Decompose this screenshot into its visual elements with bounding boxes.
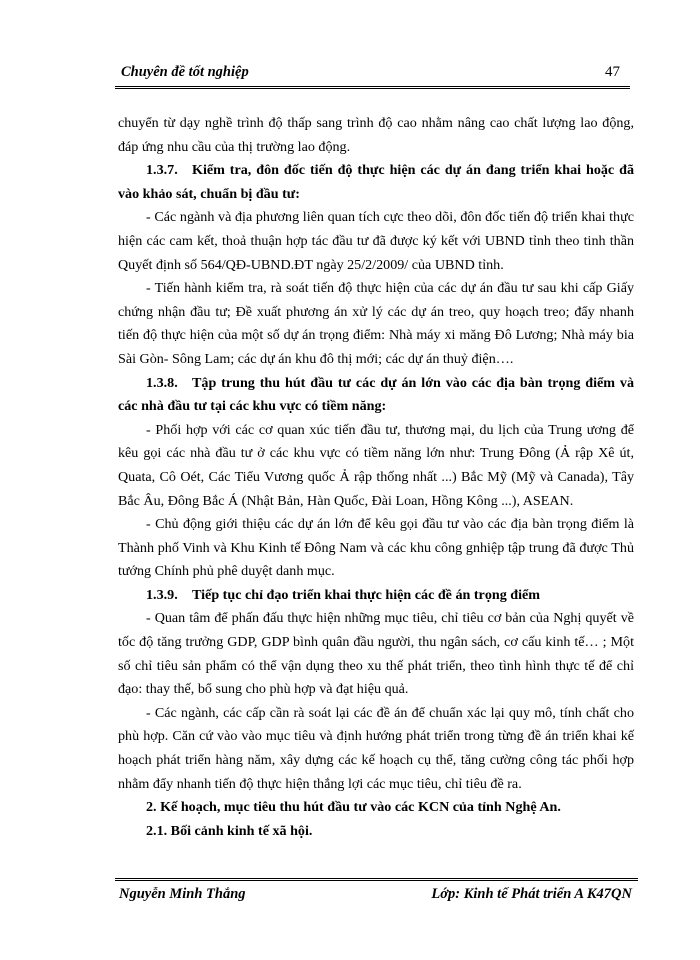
page-number: 47 [605,64,620,80]
section-title: Tiếp tục chỉ đạo triển khai thực hiện các đề án trọng điểm [192,586,541,603]
section-number: 1.3.8. [146,374,178,391]
paragraph: chuyển từ dạy nghề trình độ thấp sang trình độ cao nhằm nâng cao chất lượng lao động, đáp ứng nhu cầu của thị trường lao động. [118,115,634,155]
footer-class-info: Lớp: Kinh tế Phát triển A K47QN [431,886,632,902]
section-number: 1.3.9. [146,586,178,603]
paragraph: - Chủ động giới thiệu các dự án lớn để kêu gọi đầu tư vào các địa bàn trọng điểm là Thành phố Vinh và Khu Kinh tế Đông Nam và các khu công gnhiệp tập trung đã được Thủ tướng Chính phủ phê duyệt danh mục. [118,516,634,580]
footer-author: Nguyễn Minh Thắng [119,886,246,902]
section-title: Tập trung thu hút đầu tư các dự án lớn vào các địa bàn trọng điểm và các nhà đầu tư tại các khu vực có tiềm năng: [118,374,634,415]
section-heading-1-3-7 [118,159,634,206]
paragraph: - Các ngành, các cấp cần rà soát lại các đề án để chuẩn xác lại quy mô, tính chất cho phù hợp. Căn cứ vào vào mục tiêu và định hướng phát triển trong từng đề án triển khai kế hoạch phát triển hàng năm, xây dựng các kế hoạch cụ thể, tăng cường công tác phối hợp nhằm đẩy nhanh tiến độ thực hiện thắng lợi các mục tiêu, chỉ tiêu đề ra. [118,704,634,792]
section-title: Kiểm tra, đôn đốc tiến độ thực hiện các dự án đang triển khai hoặc đã vào khảo sát, chuẩn bị đầu tư: [118,162,634,202]
section-heading-2-1: 2.1. Bối cảnh kinh tế xã hội. [146,822,313,839]
section-heading-1-3-9 [118,584,634,608]
section-number: 1.3.7. [146,162,178,179]
section-heading-2: 2. Kế hoạch, mục tiêu thu hút đầu tư vào các KCN của tỉnh Nghệ An. [146,799,561,816]
paragraph: - Các ngành và địa phương liên quan tích cực theo dõi, đôn đốc tiến độ triển khai thực hiện các cam kết, thoả thuận hợp tác đầu tư đã được ký kết với UBND tỉnh theo tinh thần Quyết định số 564/QĐ-UBND.ĐT ngày 25/2/2009/ của UBND tỉnh. [118,209,634,273]
page-footer [115,878,638,907]
header-title: Chuyên đề tốt nghiệp [121,64,249,80]
paragraph: - Quan tâm để phấn đấu thực hiện những mục tiêu, chỉ tiêu cơ bản của Nghị quyết về tốc độ tăng trưởng GDP, GDP bình quân đầu người, thu ngân sách, cơ cấu kinh tế… ; Một số chỉ tiêu sản phẩm có thể vận dụng theo xu thế phát triển, theo tình hình thực tế để chỉ đạo: thay thế, bổ sung cho phù hợp và đạt hiệu quả. [118,610,634,698]
paragraph: - Tiến hành kiểm tra, rà soát tiến độ thực hiện của các dự án đầu tư sau khi cấp Giấy chứng nhận đầu tư; Đề xuất phương án xử lý các dự án treo, quy hoạch treo; đẩy nhanh tiến độ thực hiện của một số dự án trọng điểm: Nhà máy xi măng Đô Lương; Nhà máy bia Sài Gòn- Sông Lam; các dự án khu đô thị mới; các dự án thuỷ điện…. [118,280,634,367]
section-heading-1-3-8 [118,372,634,419]
page-body [118,112,634,843]
paragraph: - Phối hợp với các cơ quan xúc tiến đầu tư, thương mại, du lịch của Trung ương để kêu gọi các nhà đầu tư ở các khu vực có tiềm năng lớn như: Trung Đông (Ả rập Xê út, Quata, Cô Oét, Các Tiểu Vương quốc Ả rập thống nhất ...) Bắc Mỹ (Mỹ và Canada), Tây Bắc Âu, Đông Bắc Á (Nhật Bản, Hàn Quốc, Đài Loan, Hồng Kông ...), ASEAN. [118,421,634,509]
page-header [115,62,630,89]
